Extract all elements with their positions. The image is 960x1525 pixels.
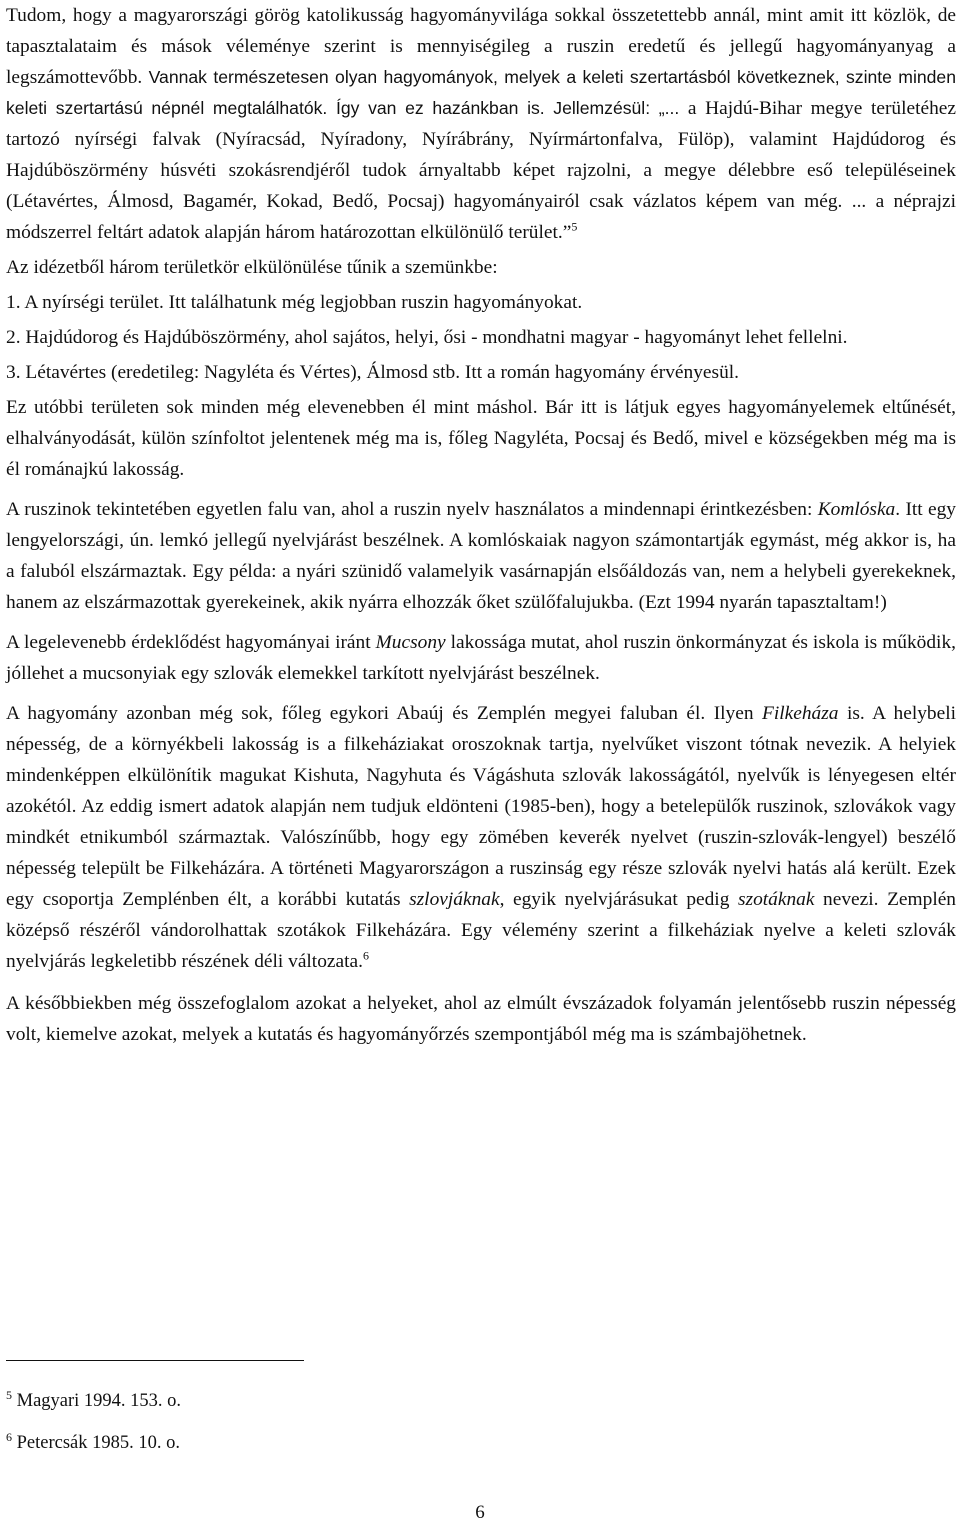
- document-body: [6, 0, 956, 1050]
- paragraph-intro: Tudom, hogy a magyarországi görög katolikusság hagyományvilága sokkal összetettebb annál, mint amit itt közlök, de tapasztalataim és mások véleménye szerint is mennyiségileg a ruszin eredetű és jellegű hagyományanyag a legszámottevőbb. Vannak természetesen olyan hagyományok, melyek a keleti szertartásból következnek, szinte minden keleti szertartású népnél megtalálhatók. Így van ez hazánkban is. Jellemzésül: „... a Hajdú-Bihar megye területéhez tartozó nyírségi falvak (Nyíracsád, Nyíradony, Nyírábrány, Nyírmártonfalva, Fülöp), valamint Hajdúdorog és Hajdúböszörmény húsvéti szokásrendjéről tudok árnyaltabb képet rajzolni, a megye délebbre eső településeinek (Létavértes, Álmosd, Bagamér, Kokad, Bedő, Pocsaj) hagyományairól csak vázlatos képem van még. ... a néprajzi módszerrel feltárt adatok alapján három határozottan elkülönülő terület.”$^5$: [6, 5, 956, 243]
- footnote-6: $^6$ Petercsák 1985. 10. o.: [6, 1429, 181, 1453]
- place-mucsony: Mucsony: [375, 632, 446, 653]
- footnote-ref-5: 5: [571, 219, 578, 234]
- term-szlovjaknak: szlovjáknak: [409, 889, 500, 910]
- place-filkehaza: Filkeháza: [762, 703, 839, 724]
- paragraph-summary: Az idézetből három területkör elkülönülése tűnik a szemünkbe:: [6, 257, 498, 278]
- list-item-1: 1. A nyírségi terület. Itt találhatunk még legjobban ruszin hagyományokat.: [6, 292, 583, 313]
- footnote-5: $^5$ Magyari 1994. 153. o.: [6, 1387, 182, 1411]
- list-item-2: 2. Hajdúdorog és Hajdúböszörmény, ahol sajátos, helyi, ősi - mondhatni magyar - hagyományt lehet fellelni.: [6, 327, 848, 348]
- page-number: 6: [475, 1502, 485, 1523]
- paragraph-closing: A későbbiekben még összefoglalom azokat a helyeket, ahol az elmúlt évszázadok folyamán jelentősebb ruszin népesség volt, kiemelve azokat, melyek a kutatás és hagyományőrzés szempontjából még ma is számbajöhetnek.: [6, 993, 956, 1045]
- place-komloska: Komlóska: [817, 499, 896, 520]
- footnote-ref-6: 6: [362, 948, 369, 963]
- paragraph-filkehaza: A hagyomány azonban még sok, főleg egykori Abaúj és Zemplén megyei faluban él. Ilyen Filkeháza is. A helybeli népesség, de a környékbeli lakosság is a filkeháziakat oroszoknak tartja, nyelvűket viszont tótnak nevezik. A helyiek mindenképpen elkülönítik magukat Kishuta, Nagyhuta és Vágáshuta szlovák lakosságától, nyelvűk is lényegesen eltér azokétól. Az eddig ismert adatok alapján nem tudjuk eldönteni (1985-ben), hogy a betelepülők ruszinok, szlovákok vagy mindkét etnikumból származtak. Valószínűbb, hogy egy zömében keverék nyelvet (ruszin-szlovák-lengyel) beszélő népesség települt be Filkeházára. A történeti Magyarországon a ruszinság egy része szlovák nyelvi hatás alá került. Ezek egy csoportja Zemplénben élt, a korábbi kutatás szlovjáknak, egyik nyelvjárásukat pedig szotáknak nevezi. Zemplén középső részéről vándorolhattak szotákok Filkeházára. Egy vélemény szerint a filkeháziak nyelve a keleti szlovák nyelvjárás legkeletibb részének déli változata.$^6$: [6, 703, 957, 972]
- paragraph-mucsony: A legelevenebb érdeklődést hagyományai iránt Mucsony lakossága mutat, ahol ruszin önkormányzat és iskola is működik, jóllehet a mucsonyiak egy szlovák elemekkel tarkított nyelvjárást beszélnek.: [6, 632, 956, 684]
- term-szotaknak: szotáknak: [737, 889, 815, 910]
- paragraph-komloska: A ruszinok tekintetében egyetlen falu van, ahol a ruszin nyelv használatos a mindennapi érintkezésben: Komlóska. Itt egy lengyelországi, ún. lemkó jellegű nyelvjárást beszélnek. A komlóskaiak nagyon számontartják egymást, még akkor is, ha a faluból elszármaztak. Egy példa: a nyári szünidő valamelyik vasárnapján elsőáldozás van, nem a helybeli gyerekeknek, hanem az elszármazottak gyerekeinek, akik nyárra elhozzák őket szülőfalujukba. (Ezt 1994 nyarán tapasztaltam!): [6, 499, 956, 613]
- paragraph-romanian: Ez utóbbi területen sok minden még elevenebben él mint máshol. Bár itt is látjuk egyes hagyományelemek eltűnését, elhalványodását, külön színfoltot jelentenek még ma is, főleg Nagyléta, Pocsaj és Bedő, mivel e községekben még ma is él románajkú lakosság.: [6, 397, 956, 480]
- footnote-divider: [6, 1360, 304, 1361]
- list-item-3: 3. Létavértes (eredetileg: Nagyléta és Vértes), Álmosd stb. Itt a román hagyomány érvényesül.: [6, 362, 740, 383]
